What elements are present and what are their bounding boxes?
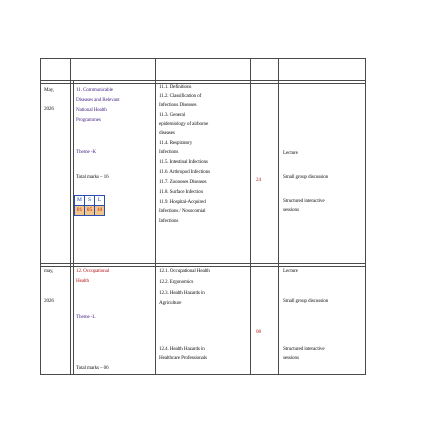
subtopic: Infections / Nosocomial xyxy=(159,208,206,214)
hours: 24 xyxy=(256,177,261,183)
row-month: May, xyxy=(44,87,54,93)
subtopic: 11.6. Arthropod Infections xyxy=(159,169,210,175)
subtopic: 12.2. Ergonomics xyxy=(159,279,194,285)
total-marks: Total marks – 16 xyxy=(76,174,109,180)
col-border-right xyxy=(365,58,366,374)
topic-line: Programmes xyxy=(76,117,101,123)
subtopic: 11.2. Classification of xyxy=(159,93,202,99)
teaching-method: Lecture xyxy=(283,268,298,274)
teaching-method: Structured interactive xyxy=(283,346,325,352)
subtopic: 11.1. Definitions xyxy=(159,84,192,90)
subtopic: 11.3. General xyxy=(159,112,185,118)
col-border-1b xyxy=(73,80,74,374)
subtopic: 11.8. Surface Infection xyxy=(159,189,203,195)
marks-header: S xyxy=(84,195,95,206)
row-year: 2026 xyxy=(44,106,54,112)
header-row-border xyxy=(40,80,366,81)
subtopic: 12.3. Health Hazards in xyxy=(159,290,205,296)
col-border-1 xyxy=(70,58,71,374)
subtopic: Healthcare Professionals xyxy=(159,355,207,361)
subtopic: epidemiology of airborne xyxy=(159,121,209,127)
teaching-method: sessions xyxy=(283,207,299,213)
marks-value: 10 xyxy=(94,205,105,216)
teaching-method: sessions xyxy=(283,355,299,361)
topic-line: Health xyxy=(76,278,89,284)
table-bottom-border xyxy=(40,374,366,375)
row-month: may, xyxy=(44,268,54,274)
marks-value: 01 xyxy=(74,205,85,216)
topic-line: National Health xyxy=(76,107,107,113)
col-border-3 xyxy=(250,58,251,374)
marks-grid xyxy=(74,195,104,215)
row-year: 2026 xyxy=(44,298,54,304)
teaching-method: Small group discussion xyxy=(283,174,329,180)
col-border-4 xyxy=(278,58,279,374)
marks-header: L xyxy=(94,195,105,206)
header-row-border-bottom xyxy=(40,83,366,84)
theme-label: Theme -L xyxy=(76,314,96,320)
subtopic: 12.1. Occupational Health xyxy=(159,268,210,274)
theme-label: Theme -K xyxy=(76,149,96,155)
col-border-left xyxy=(40,58,41,374)
subtopic: Agriculture xyxy=(159,300,182,306)
teaching-method: Structured interactive xyxy=(283,198,325,204)
table-top-border xyxy=(40,58,366,59)
subtopic: Infectious Diseases xyxy=(159,102,197,108)
subtopic: Infections xyxy=(159,218,179,224)
topic-line: 11. Communicable xyxy=(76,87,113,93)
subtopic: 11.7. Zoonoses Diseases xyxy=(159,179,207,185)
hours: 08 xyxy=(256,329,261,335)
row-divider xyxy=(40,263,366,264)
topic-line: 12. Occupational xyxy=(76,268,110,274)
subtopic: Infections xyxy=(159,149,179,155)
marks-value: 05 xyxy=(84,205,95,216)
teaching-method: Lecture xyxy=(283,150,298,156)
total-marks: Total marks – 06 xyxy=(76,365,109,371)
subtopic: diseases xyxy=(159,130,175,136)
topic-line: Diseases and Relevant xyxy=(76,97,120,103)
subtopic: 11.5. Intestinal Infections xyxy=(159,159,208,165)
subtopic: 11.4. Respiratory xyxy=(159,140,193,146)
subtopic: 11.9. Hospital-Acquired xyxy=(159,199,206,205)
teaching-method: Small group discussion xyxy=(283,298,329,304)
col-border-2 xyxy=(155,58,156,374)
subtopic: 12.4. Health Hazards in xyxy=(159,346,205,352)
marks-header: M xyxy=(74,195,85,206)
